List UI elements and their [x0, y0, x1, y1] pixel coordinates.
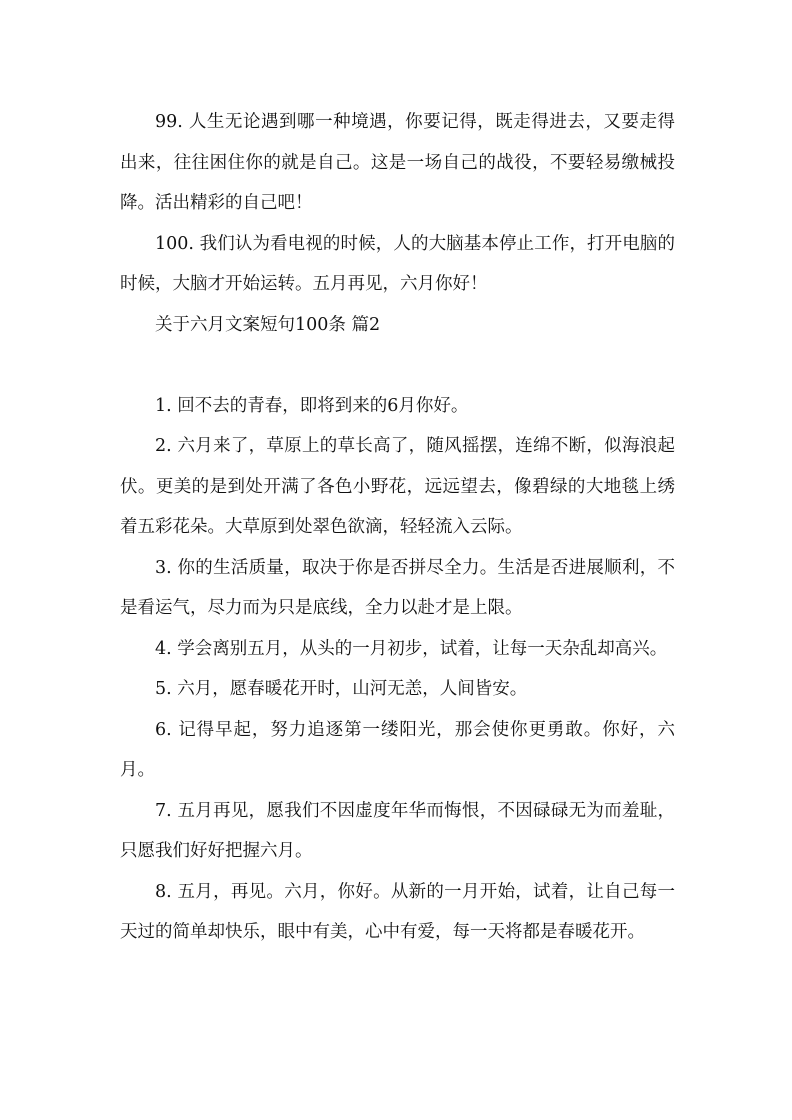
- paragraph-8: 8. 五月，再见。六月，你好。从新的一月开始，试着，让自己每一天过的简单却快乐，眼中有美，心中有爱，每一天将都是春暖花开。: [120, 881, 675, 942]
- blank-line: [120, 345, 675, 386]
- paragraph-3: 3. 你的生活质量，取决于你是否拼尽全力。生活是否进展顺利，不是看运气，尽力而为只是底线，全力以赴才是上限。: [120, 557, 675, 618]
- paragraph-99: 99. 人生无论遇到哪一种境遇，你要记得，既走得进去，又要走得出来，往往困住你的就是自己。这是一场自己的战役，不要轻易缴械投降。活出精彩的自己吧！: [120, 112, 675, 213]
- paragraph-2: 2. 六月来了，草原上的草长高了，随风摇摆，连绵不断，似海浪起伏。更美的是到处开满了各色小野花，远远望去，像碧绿的大地毯上绣着五彩花朵。大草原到处翠色欲滴，轻轻流入云际。: [120, 436, 675, 537]
- paragraph-100: 100. 我们认为看电视的时候，人的大脑基本停止工作，打开电脑的时候，大脑才开始运转。五月再见，六月你好！: [120, 233, 675, 294]
- paragraph-7: 7. 五月再见，愿我们不因虚度年华而悔恨，不因碌碌无为而羞耻，只愿我们好好把握六月。: [120, 800, 675, 861]
- paragraph-6: 6. 记得早起，努力追逐第一缕阳光，那会使你更勇敢。你好，六月。: [120, 719, 675, 780]
- paragraph-4: 4. 学会离别五月，从头的一月初步，试着，让每一天杂乱却高兴。: [155, 638, 668, 659]
- document-body: [120, 102, 675, 953]
- paragraph-5: 5. 六月，愿春暖花开时，山河无恙，人间皆安。: [155, 679, 528, 699]
- section-heading: 关于六月文案短句100条 篇2: [155, 314, 381, 335]
- paragraph-1: 1. 回不去的青春，即将到来的6月你好。: [155, 395, 469, 416]
